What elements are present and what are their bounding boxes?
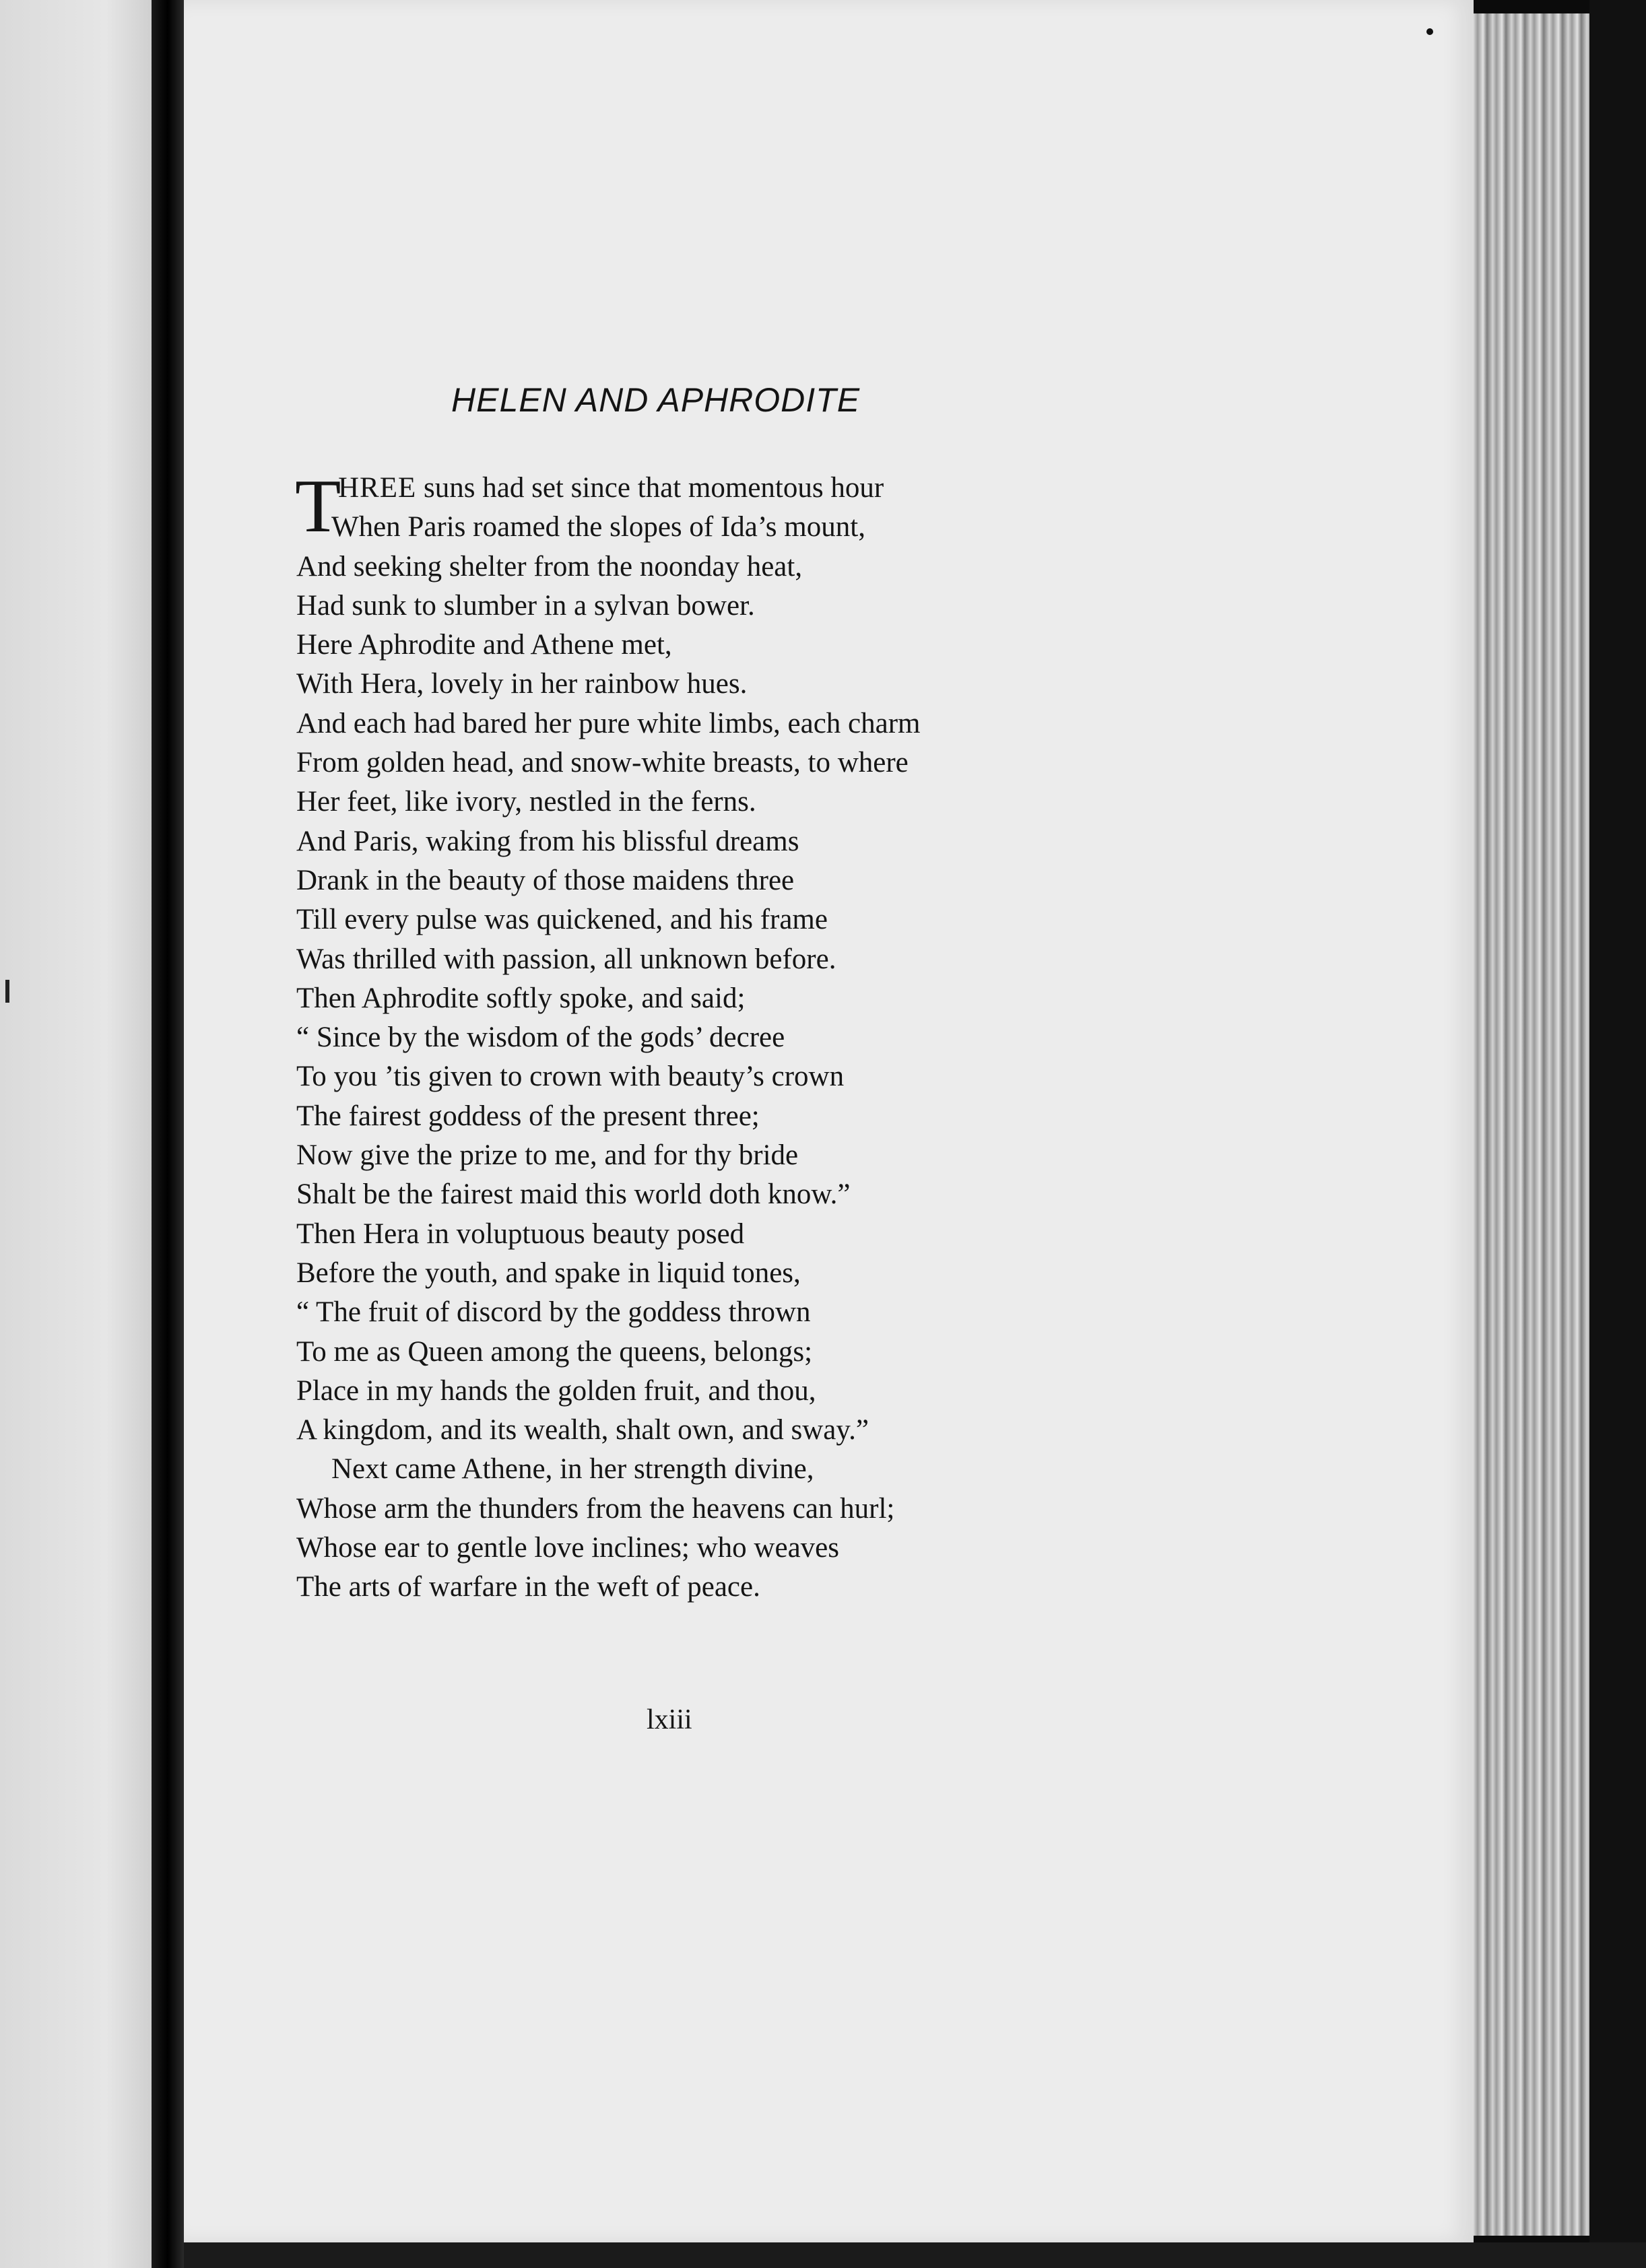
poem-line: Before the youth, and spake in liquid tones,	[296, 1257, 801, 1289]
ink-mark	[5, 980, 9, 1003]
poem-line: From golden head, and snow-white breasts, to where	[296, 747, 909, 779]
poem-line: Place in my hands the golden fruit, and thou,	[296, 1374, 816, 1407]
book-gutter	[152, 0, 184, 2268]
poem-line: Whose arm the thunders from the heavens can hurl;	[296, 1492, 895, 1525]
poem-line: The arts of warfare in the weft of peace.	[296, 1571, 760, 1603]
first-word-smallcaps: HREE	[338, 472, 417, 504]
poem-body	[295, 465, 1131, 1607]
poem-line: Whose ear to gentle love inclines; who weaves	[296, 1532, 839, 1564]
poem-line: Then Hera in voluptuous beauty posed	[296, 1218, 745, 1250]
first-line-rest: suns had set since that momentous hour	[416, 472, 884, 504]
drop-cap: T	[295, 465, 341, 548]
poem-line: With Hera, lovely in her rainbow hues.	[296, 668, 748, 700]
poem-line: Here Aphrodite and Athene met,	[296, 629, 672, 661]
poem-line: The fairest goddess of the present three;	[296, 1100, 760, 1132]
poem-line: Had sunk to slumber in a sylvan bower.	[296, 589, 755, 622]
poem-line: “ Since by the wisdom of the gods’ decree	[296, 1022, 785, 1054]
poem-line: “ The fruit of discord by the goddess thrown	[296, 1296, 811, 1329]
poem-line: To you ’tis given to crown with beauty’s crown	[296, 1061, 845, 1093]
poem-line: Till every pulse was quickened, and his frame	[296, 904, 828, 936]
poem-line: Was thrilled with passion, all unknown before.	[296, 943, 836, 975]
poem-line: Drank in the beauty of those maidens three	[296, 864, 795, 896]
scan-bottom-border	[184, 2242, 1646, 2268]
poem-line: And Paris, waking from his blissful dreams	[296, 825, 799, 857]
poem-line: To me as Queen among the queens, belongs;	[296, 1335, 813, 1368]
poem-line: And seeking shelter from the noonday heat,	[296, 550, 803, 582]
ink-speck	[1426, 28, 1433, 35]
poem-line: When Paris roamed the slopes of Ida’s mount,	[331, 511, 865, 543]
facing-page-edge	[0, 0, 152, 2268]
scan-border	[1589, 0, 1646, 2268]
poem-title: HELEN AND APHRODITE	[451, 381, 861, 419]
poem-line: Her feet, like ivory, nestled in the ferns.	[296, 786, 756, 818]
poem-line: Shalt be the fairest maid this world doth know.”	[296, 1178, 851, 1211]
poem-line: And each had bared her pure white limbs, each charm	[296, 707, 921, 739]
poem-line: A kingdom, and its wealth, shalt own, and sway.”	[296, 1414, 869, 1446]
poem-line: Next came Athene, in her strength divine,	[331, 1453, 814, 1486]
poem-line: Then Aphrodite softly spoke, and said;	[296, 982, 746, 1014]
poem-line: Now give the prize to me, and for thy bride	[296, 1139, 799, 1172]
page-number: lxiii	[647, 1704, 692, 1735]
